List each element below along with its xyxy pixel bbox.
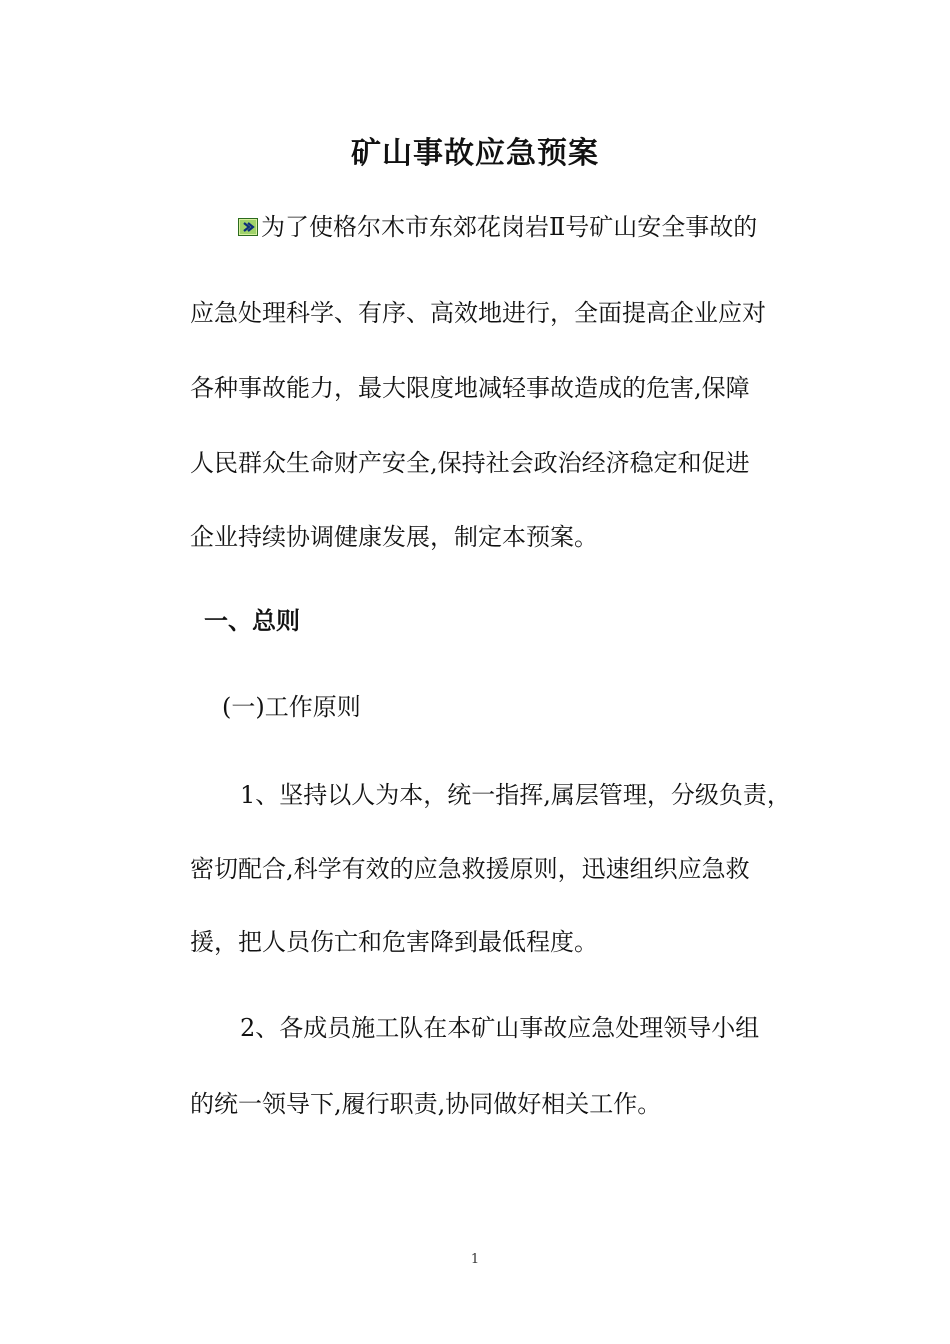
- page-number: 1: [470, 1252, 480, 1267]
- item-2-line-1: 2、各成员施工队在本矿山事故应急处理领导小组: [240, 1014, 760, 1042]
- section-heading-general: 一、总则: [204, 607, 300, 635]
- intro-line-1-text: 为了使格尔木市东郊花岗岩Ⅱ号矿山安全事故的: [261, 213, 758, 241]
- intro-line-3: 各种事故能力，最大限度地减轻事故造成的危害,保障: [190, 374, 750, 402]
- intro-line-4: 人民群众生命财产安全,保持社会政治经济稳定和促进: [190, 449, 750, 477]
- item-2-line-2: 的统一领导下,履行职责,协同做好相关工作。: [190, 1090, 662, 1118]
- item-1-line-1: 1、坚持以人为本，统一指挥,属层管理，分级负责，: [240, 781, 791, 809]
- document-title: 矿山事故应急预案: [351, 136, 599, 171]
- intro-line-2: 应急处理科学、有序、高效地进行，全面提高企业应对: [190, 299, 766, 327]
- item-1-line-2: 密切配合,科学有效的应急救援原则，迅速组织应急救: [190, 855, 750, 883]
- intro-line-1: [238, 211, 757, 243]
- intro-line-5: 企业持续协调健康发展，制定本预案。: [190, 523, 598, 551]
- item-1-line-3: 援，把人员伤亡和危害降到最低程度。: [190, 928, 598, 956]
- document-arrow-icon: [238, 218, 258, 236]
- subsection-heading-principles: (一)工作原则: [222, 693, 361, 721]
